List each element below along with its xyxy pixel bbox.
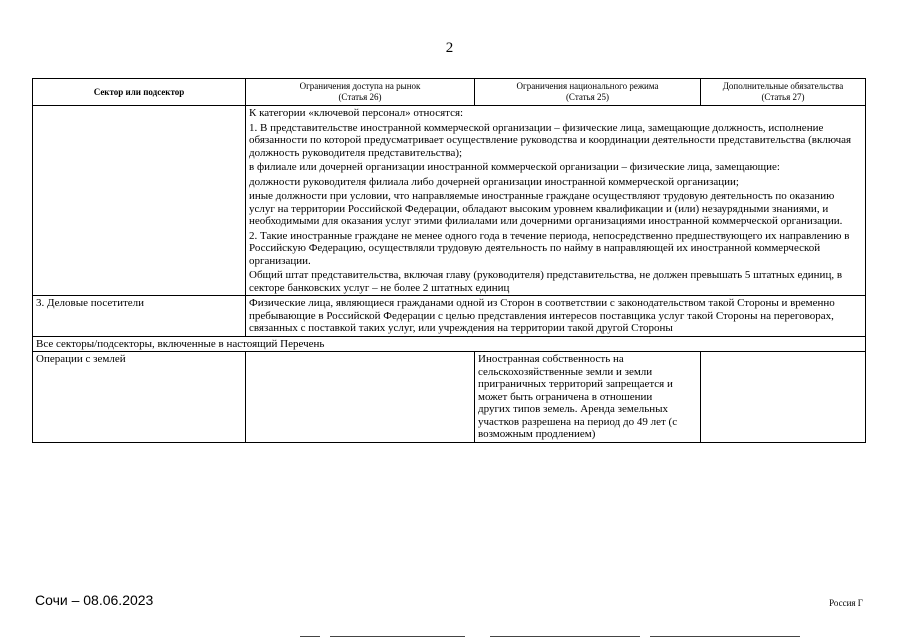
scan-artifact [490,636,640,637]
land-additional [701,352,866,443]
header-national-treatment: Ограничения национального режима (Статья 25) [475,79,701,106]
header-sector: Сектор или подсектор [33,79,246,106]
header-additional: Дополнительные обязательства (Статья 27) [701,79,866,106]
header-market-access: Ограничения доступа на рынок (Статья 26) [246,79,475,106]
page-number: 2 [445,40,454,56]
scan-artifact [300,636,320,637]
land-market-access [246,352,475,443]
business-visitors-label: 3. Деловые посетители [33,296,246,337]
all-sectors-heading: Все секторы/подсекторы, включенные в настоящий Перечень [33,336,866,352]
table-row-business-visitors [33,296,866,337]
table-row-all-sectors [33,336,866,352]
business-visitors-text: Физические лица, являющиеся гражданами одной из Сторон в соответствии с законодательством такой Стороны и временно пребывающие в Российской Федерации с целью представления интересов поставщика услуг такой Стороны на переговорах, связанных с поставкой таких услуг, или учреждения на территории такой другой Стороны [246,296,866,337]
table-row-land [33,352,866,443]
footer-right-mark: Россия Г [829,598,863,608]
scan-artifact [330,636,465,637]
cell-empty [33,106,246,296]
table-header-row [33,79,866,106]
table-row-key-personnel [33,106,866,296]
scan-artifact [650,636,800,637]
key-personnel-text: К категории «ключевой персонал» относятся: 1. В представительстве иностранной коммерческой организации – физические лица, замещающие должность, исполнение обязанности по которой предусматривает осуществление руководства и координации деятельности представительства (включая должность руководителя представительства); в филиале или дочерней организации иностранной коммерческой организации – физические лица, замещающие: должности руководителя филиала либо дочерней организации иностранной коммерческой организации; иные должности при условии, что направляемые иностранные граждане осуществляют трудовую деятельность по оказанию услуг на территории Российской Федерации, обладают высоким уровнем квалификации и (или) незаурядными знаниями, и необходимыми для оказания услуг этими филиалами или дочерними организациями иностранной коммерческой организации. 2. Такие иностранные граждане не менее одного года в течение периода, непосредственно предшествующего их направлению в Российскую Федерацию, осуществляли трудовую деятельность по найму в направляющей их иностранной коммерческой организации. Общий штат представительства, включая главу (руководителя) представительства, не должен превышать 5 штатных единиц, в секторе банковских услуг – не более 2 штатных единиц [246,106,866,296]
footer-place-date: Сочи – 08.06.2023 [35,592,154,608]
land-national-treatment: Иностранная собственность на сельскохозяйственные земли и земли приграничных территорий запрещается и может быть ограничена в отношении других типов земель. Аренда земельных участков разрешена на период до 49 лет (с возможным продлением) [475,352,701,443]
commitments-table [32,78,866,443]
land-label: Операции с землей [33,352,246,443]
